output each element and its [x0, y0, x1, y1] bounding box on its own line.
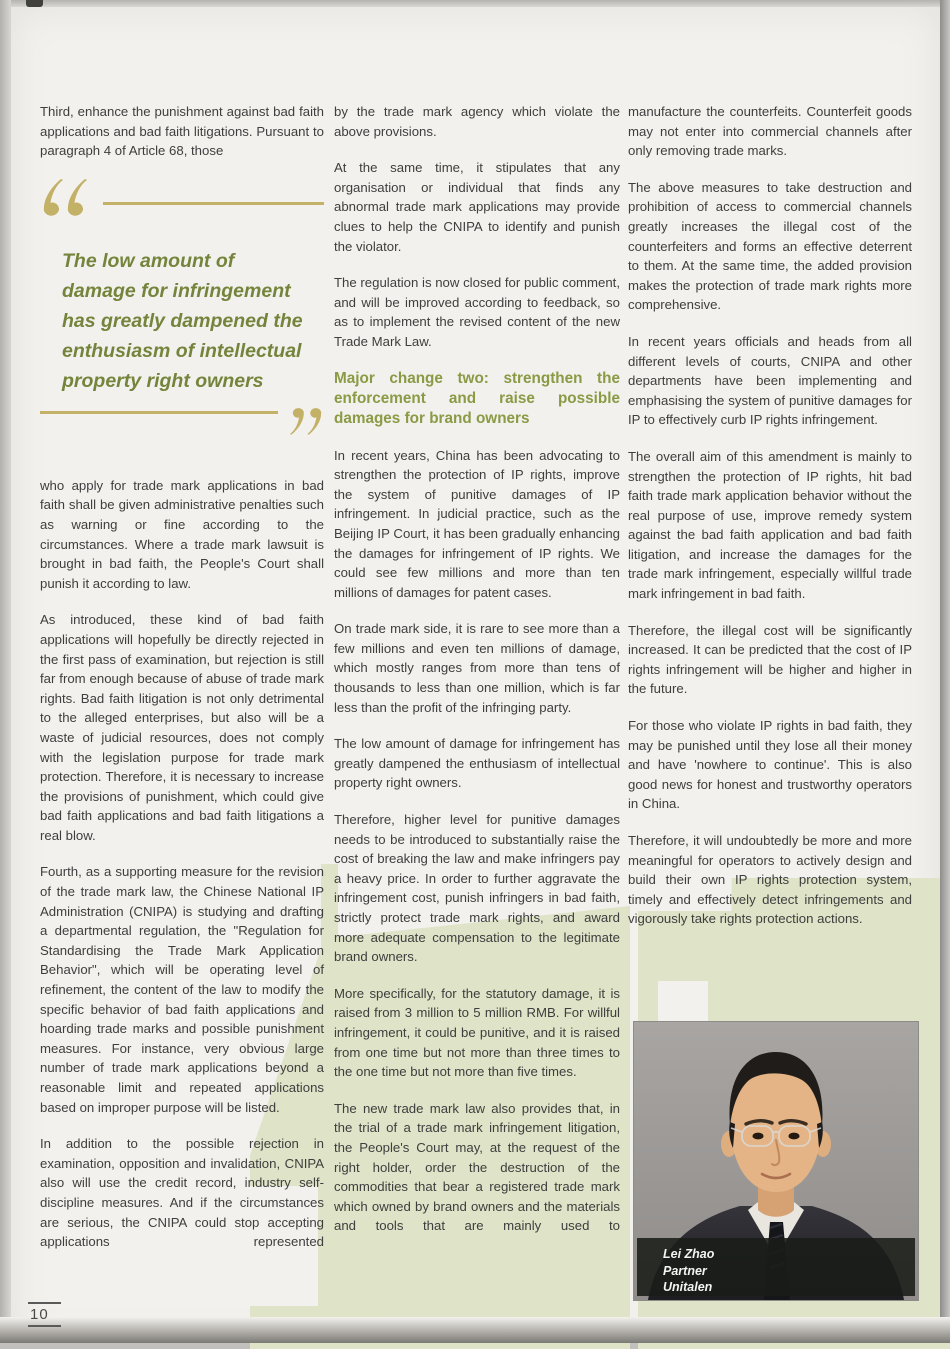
- paragraph: The new trade mark law also provides that, in the trial of a trade mark infringement litigation, the People's Court may, at the request of the right holder, order the destruction of the commodities that bear a registered trade mark which owned by brand owners and the materials and tools that are mainly used to: [334, 1100, 620, 1234]
- paragraph: At the same time, it stipulates that any organisation or individual that finds any abnormal trade mark applications may provide clues to help the CNIPA to identify and punish the violator.: [334, 160, 620, 254]
- open-quote-icon: [40, 178, 98, 218]
- close-quote-icon: [282, 404, 324, 438]
- scan-edge-right: [940, 0, 950, 1343]
- paragraph: In addition to the possible rejection in examination, opposition and invalidation, CNIPA also will use the credit record, industry self-discipline measures. And if the circumstances are serious, the CNIPA could stop accepting applications represented: [40, 1136, 324, 1250]
- caption-firm: Unitalen: [663, 1280, 713, 1294]
- paragraph: On trade mark side, it is rare to see more than a few millions and even ten millions of damage, which mostly ranges from more than tens of thousands to less than one million, which is far less than the profit of the infringing party.: [334, 621, 620, 715]
- paragraph: More specifically, for the statutory damage, it is raised from 3 million to 5 million RMB. For willful infringement, it could be punitive, and it is raised from one time but not more than three times to the one time but not more than five times.: [334, 985, 620, 1080]
- pull-quote-text: The low amount of damage for infringement has greatly dampened the enthusiasm of intellectual property right owners: [62, 249, 303, 392]
- paragraph: The regulation is now closed for public comment, and will be improved according to feedback, so as to implement the revised content of the new Trade Mark Law.: [334, 275, 620, 349]
- pull-quote: [40, 178, 324, 450]
- paragraph: Therefore, it will undoubtedly be more and more meaningful for operators to actively design and build their own IP rights protection system, timely and effectively detect infringements and vigorously take rights protection actions.: [628, 833, 912, 927]
- quote-rule: [40, 411, 278, 415]
- scan-edge-bottom: [0, 1317, 950, 1343]
- portrait-photo: [634, 1022, 918, 1300]
- scan-edge-left: [0, 0, 11, 1343]
- page-number-rule: [28, 1325, 61, 1327]
- scan-edge-top: [0, 0, 950, 7]
- paragraph: Fourth, as a supporting measure for the revision of the trade mark law, the Chinese National IP Administration (CNIPA) is studying and drafting a departmental regulation, the "Regulation for Standardising the Trade Mark Application Behavior", which will be operating level of refinement, the content of the law to modify the specific behavior of bad faith applications and hoarding trade marks and possible punishment measures. For instance, very obvious large number of trade mark applications beyond a reasonable limit and repeated applications based on improper purpose will be listed.: [40, 864, 324, 1115]
- page-number-block: [28, 1302, 61, 1327]
- caption-name: Lei Zhao: [663, 1247, 715, 1261]
- paragraph: Third, enhance the punishment against bad faith applications and bad faith litigations. Pursuant to paragraph 4 of Article 68, those: [40, 104, 324, 159]
- paragraph: In recent years officials and heads from all different levels of courts, CNIPA and other departments have been implementing and emphasising the system of punitive damages for IP to effectively curb IP rights infringement.: [628, 333, 912, 428]
- pull-quote-open: [40, 178, 324, 218]
- column-left: [40, 102, 324, 1269]
- pull-quote-close: [40, 406, 324, 450]
- paragraph: The above measures to take destruction and prohibition of access to commercial channels greatly increases the illegal cost of the counterfeiters and forms an effective deterrent to them. At the same time, the added provision makes the protection of trade mark rights more comprehensive.: [628, 179, 912, 313]
- paragraph: by the trade mark agency which violate the above provisions.: [334, 104, 620, 139]
- paragraph: For those who violate IP rights in bad faith, they may be punished until they lose all their money and have 'nowhere to continue'. This is also good news for honest and trustworthy operators in China.: [628, 718, 912, 812]
- paragraph: Therefore, the illegal cost will be significantly increased. It can be predicted that the cost of IP rights infringement will be higher and higher in the future.: [628, 622, 912, 697]
- column-right: [628, 102, 912, 946]
- paragraph: As introduced, these kind of bad faith applications will hopefully be directly rejected in the first pass of examination, but rejection is still far from enough because of abuse of trade mark rights. Bad faith litigation is not only detrimental to the alleged enterprises, but also will be a waste of judicial resources, does not comply with the legislation purpose for trade mark protection. Therefore, it is necessary to increase the provisions of punishment, which could give bad faith applications and bad faith litigations a real blow.: [40, 612, 324, 843]
- column-middle: [334, 102, 620, 1253]
- caption-title: Partner: [663, 1263, 707, 1278]
- paragraph: In recent years, China has been advocating to strengthen the protection of IP rights, improve the system of punitive damages of IP infringement. In judicial practice, such as the Beijing IP Court, it has been gradually enhancing the damages for infringement of IP rights. We could see few millions and more than ten millions of damages for patent cases.: [334, 447, 620, 600]
- scan-corner-mark: [26, 0, 43, 7]
- paragraph: Therefore, higher level for punitive damages needs to be introduced to substantially raise the cost of breaking the law and make infringers pay a heavy price. In order to further aggravate the infringement cost, punish infringers in bad faith, strictly protect trade mark rights, and award more adequate compensation to the legitimate brand owners.: [334, 812, 620, 965]
- paragraph: who apply for trade mark applications in bad faith shall be given administrative penalties such as warning or fine according to the circumstances. Where a trade mark lawsuit is brought in bad faith, the People's Court shall punish it according to law.: [40, 477, 324, 591]
- page-number: 10: [30, 1306, 49, 1323]
- quote-rule: [103, 202, 324, 206]
- paragraph: manufacture the counterfeits. Counterfeit goods may not enter into commercial channels after only removing trade marks.: [628, 104, 912, 159]
- photo-caption: [637, 1238, 915, 1296]
- section-heading: Major change two: strengthen the enforcement and raise possible damages for brand owners: [334, 369, 620, 427]
- paragraph: The overall aim of this amendment is mainly to strengthen the protection of IP rights, hit bad faith trade mark application behavior without the real purpose of use, improve remedy system against the bad faith application and bad faith litigation, and increase the damages for the trade mark infringement, especially willful trade mark infringement in bad faith.: [628, 448, 912, 602]
- paragraph: The low amount of damage for infringement has greatly dampened the enthusiasm of intellectual property right owners.: [334, 736, 620, 791]
